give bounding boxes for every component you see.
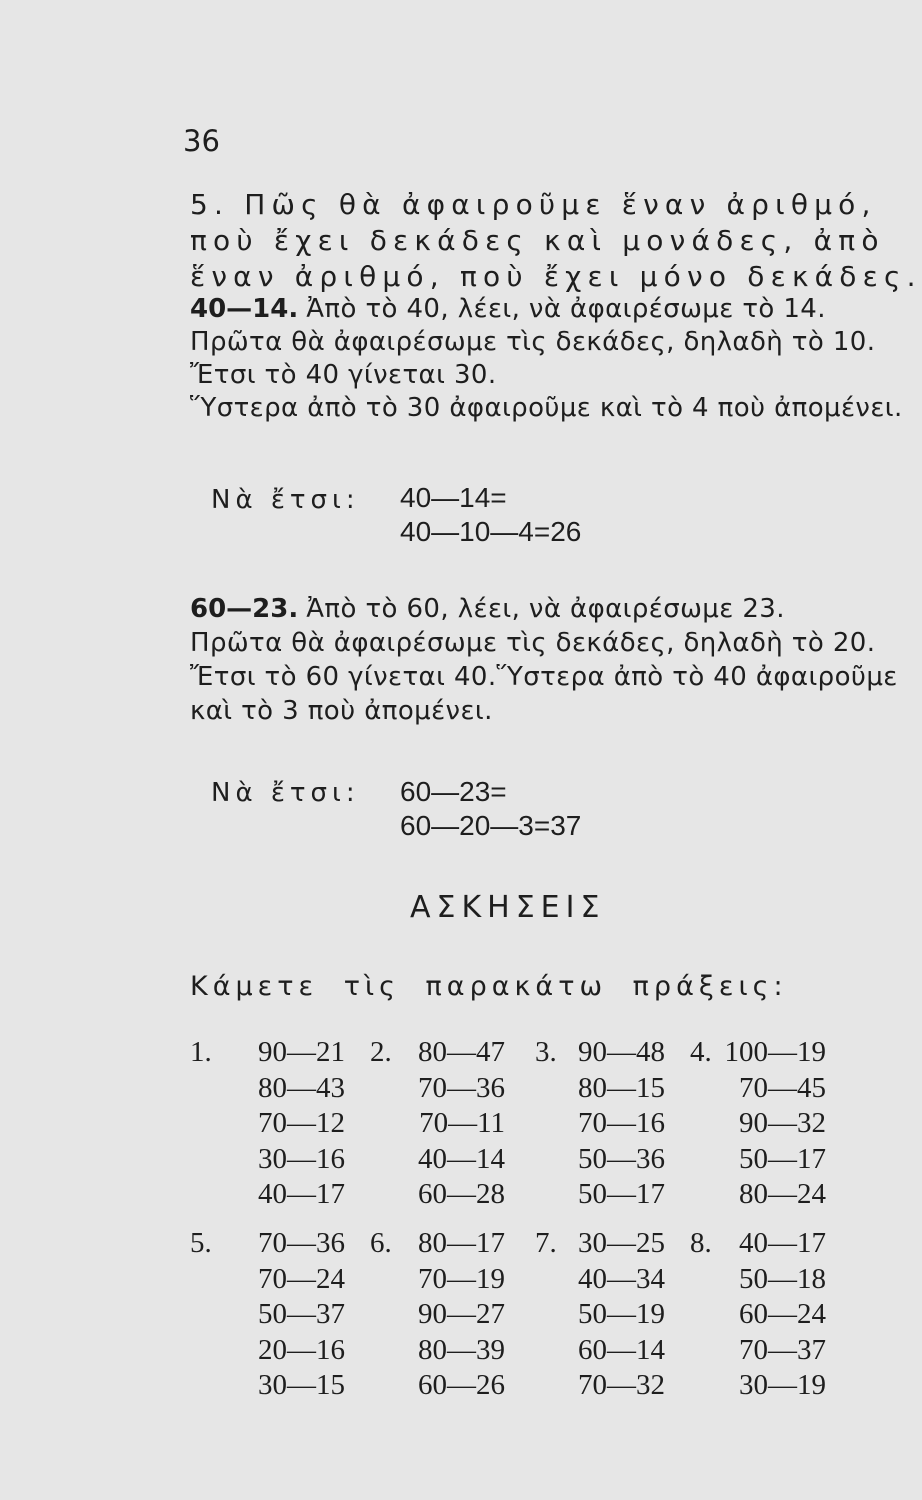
exercise-number: 4. (690, 1036, 712, 1068)
exercise-item: 50—17 (739, 1142, 826, 1175)
exercise-item: 30—19 (739, 1369, 826, 1401)
exercise-item: 30—15 (258, 1369, 345, 1401)
example1-line-2: Πρῶτα θὰ ἀφαιρέσωμε τὶς δεκάδες, δηλαδὴ τὸ 10. (190, 327, 876, 357)
exercise-number: 3. (535, 1036, 557, 1068)
exercise-number: 2. (370, 1036, 392, 1068)
example1-line-1 (190, 294, 826, 324)
exercise-item: 80—17 (418, 1227, 505, 1259)
example2-na-label: Νὰ ἔτσι: (211, 778, 360, 808)
exercise-item: 80—39 (418, 1333, 505, 1366)
exercise-item: 50—18 (739, 1262, 826, 1295)
section-title-line-2: ποὺ ἔχει δεκάδες καὶ μονάδες, ἀπὸ (190, 224, 885, 257)
example2-line-4: καὶ τὸ 3 ποὺ ἀπομένει. (190, 696, 493, 726)
exercise-item: 50—37 (258, 1298, 345, 1330)
page-number: 36 (183, 124, 220, 158)
exercises-instruction: Κάμετε τὶς παρακάτω πράξεις: (190, 971, 788, 1002)
example1-line-4: Ὕστερα ἀπὸ τὸ 30 ἀφαιροῦμε καὶ τὸ 4 ποὺ ἀπομένει. (190, 393, 903, 423)
example2-line-3: Ἔτσι τὸ 60 γίνεται 40.Ὕστερα ἀπὸ τὸ 40 ἀφαιροῦμε (190, 662, 898, 692)
exercise-number: 5. (190, 1227, 212, 1259)
exercise-item: 70—24 (258, 1262, 345, 1295)
exercise-item: 40—17 (739, 1227, 826, 1259)
exercise-item: 40—14 (418, 1142, 505, 1175)
example1-text-1: Ἀπὸ τὸ 40, λέει, νὰ ἀφαιρέσωμε τὸ 14. (306, 294, 826, 324)
example1-problem: 40—14. (190, 294, 299, 324)
exercise-item: 30—25 (578, 1227, 665, 1259)
exercise-item: 80—24 (739, 1178, 826, 1210)
example1-na-label: Νὰ ἔτσι: (211, 485, 360, 515)
exercise-number: 6. (370, 1227, 392, 1259)
exercise-item: 70—19 (418, 1262, 505, 1295)
example2-calc-2: 60—20—3=37 (400, 810, 582, 841)
exercise-item: 30—16 (258, 1142, 345, 1175)
exercise-item: 90—21 (258, 1036, 345, 1068)
exercise-item: 70—32 (578, 1369, 665, 1401)
example2-line-1 (190, 594, 785, 624)
example2-line-2: Πρῶτα θὰ ἀφαιρέσωμε τὶς δεκάδες, δηλαδὴ τὸ 20. (190, 628, 876, 658)
exercise-item: 60—26 (418, 1369, 505, 1401)
exercise-item: 60—28 (418, 1178, 505, 1210)
example1-calc-1: 40—14= (400, 482, 507, 513)
exercise-item: 70—37 (739, 1333, 826, 1366)
exercise-item: 90—48 (578, 1036, 665, 1068)
exercise-number: 1. (190, 1036, 212, 1068)
exercise-item: 70—36 (418, 1071, 505, 1104)
exercise-item: 70—12 (258, 1107, 345, 1139)
exercise-item: 50—17 (578, 1178, 665, 1210)
section-title-line-1: 5. Πῶς θὰ ἀφαιροῦμε ἕναν ἀριθμό, (190, 188, 877, 221)
exercise-item: 50—19 (578, 1298, 665, 1330)
exercise-item: 70—16 (578, 1107, 665, 1139)
example1-calc-2: 40—10—4=26 (400, 516, 582, 547)
example2-text-1: Ἀπὸ τὸ 60, λέει, νὰ ἀφαιρέσωμε 23. (306, 594, 785, 624)
exercise-item: 60—24 (739, 1298, 826, 1330)
exercise-item: 20—16 (258, 1333, 345, 1366)
exercise-item: 80—47 (418, 1036, 505, 1068)
exercise-number: 8. (690, 1227, 712, 1259)
exercise-item: 70—36 (258, 1227, 345, 1259)
exercises-heading: ΑΣΚΗΣΕΙΣ (410, 890, 606, 925)
exercise-item: 90—32 (739, 1107, 826, 1139)
exercise-item: 90—27 (418, 1298, 505, 1330)
exercise-item: 70—11 (419, 1107, 505, 1139)
exercise-item: 60—14 (578, 1333, 665, 1366)
example2-calc-1: 60—23= (400, 776, 507, 807)
exercise-number: 7. (535, 1227, 557, 1259)
example1-line-3: Ἔτσι τὸ 40 γίνεται 30. (190, 360, 497, 390)
exercise-item: 100—19 (724, 1036, 826, 1068)
example2-problem: 60—23. (190, 594, 299, 624)
exercise-item: 50—36 (578, 1142, 665, 1175)
exercise-item: 80—43 (258, 1071, 345, 1104)
exercise-item: 80—15 (578, 1071, 665, 1104)
section-title-line-3: ἕναν ἀριθμό, ποὺ ἔχει μόνο δεκάδες. (190, 260, 922, 293)
exercise-item: 40—17 (258, 1178, 345, 1210)
exercise-item: 40—34 (578, 1262, 665, 1295)
exercise-item: 70—45 (739, 1071, 826, 1104)
